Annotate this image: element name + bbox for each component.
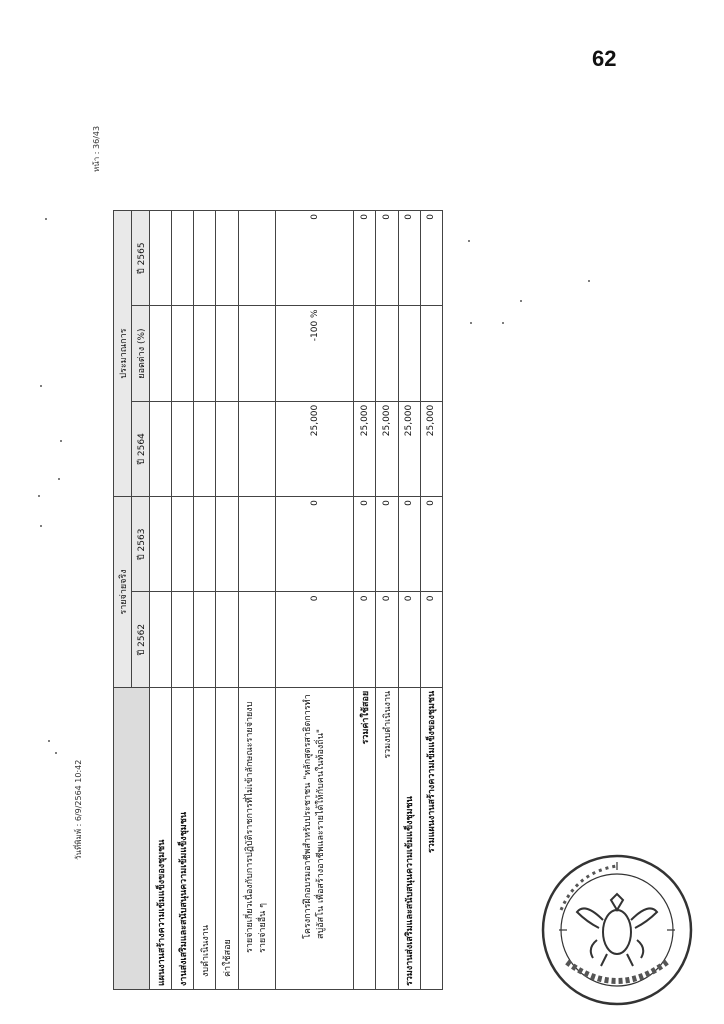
official-seal-stamp [537,850,697,1010]
cell-2564: 25,000 [420,401,442,496]
page-count-label: หน้า : 36/43 [92,125,101,172]
table-row [276,211,354,990]
row-label: โครงการฝึกอบรมอาชีพสำหรับประชาชน "หลักสูตรสาธิตการทำสบู่อัสโน เพื่อสร้างอาชีพและรายได้ให้กับคนในท้องถิ่น" [276,687,354,989]
row-label: งานส่งเสริมและสนับสนุนความเข้มแข็งชุมชน [172,687,194,989]
cell-2565: 0 [354,211,376,306]
header-row-group [114,211,132,990]
cell-2564 [172,401,194,496]
cell-diff [354,306,376,401]
cell-diff [420,306,442,401]
print-date-label: วันที่พิมพ์ : 6/9/2564 10:42 [74,759,83,860]
table-row [376,211,398,990]
cell-2562: 0 [276,592,354,687]
cell-2564: 25,000 [276,401,354,496]
cell-2564: 25,000 [376,401,398,496]
page-number: 62 [592,46,617,71]
header-year-2563: ปี 2563 [132,497,150,592]
header-year-2564: ปี 2564 [132,401,150,496]
cell-2565 [194,211,216,306]
cell-2562 [216,592,238,687]
cell-2562: 0 [398,592,420,687]
cell-2563: 0 [398,497,420,592]
cell-2565: 0 [398,211,420,306]
cell-2563 [150,497,172,592]
cell-2565: 0 [420,211,442,306]
budget-table [113,210,443,990]
cell-2562 [238,592,276,687]
cell-diff [376,306,398,401]
row-label: รวมงานส่งเสริมและสนับสนุนความเข้มแข็งชุมชน [398,687,420,989]
row-label: รายจ่ายเกี่ยวเนื่องกับการปฏิบัติราชการที่ไม่เข้าลักษณะรายจ่ายงบรายจ่ายอื่น ๆ [238,687,276,989]
cell-2565 [216,211,238,306]
cell-2562: 0 [420,592,442,687]
table-row [150,211,172,990]
row-label: รวมงบดำเนินงาน [376,687,398,989]
cell-2563 [172,497,194,592]
garuda-emblem-icon [577,894,657,966]
cell-2564: 25,000 [354,401,376,496]
row-label: แผนงานสร้างความเข้มแข็งของชุมชน [150,687,172,989]
cell-2563 [238,497,276,592]
cell-diff [398,306,420,401]
cell-2562: 0 [376,592,398,687]
budget-table-container [113,210,443,990]
cell-2562 [194,592,216,687]
cell-2563: 0 [354,497,376,592]
cell-2565: 0 [376,211,398,306]
header-actual-expenses: รายจ่ายจริง [114,497,132,688]
cell-diff [150,306,172,401]
table-row [420,211,442,990]
cell-2563 [216,497,238,592]
table-row [398,211,420,990]
cell-2564: 25,000 [398,401,420,496]
cell-diff [194,306,216,401]
header-year-2565: ปี 2565 [132,211,150,306]
row-label: ค่าใช้สอย [216,687,238,989]
table-row [216,211,238,990]
table-row [354,211,376,990]
table-row [194,211,216,990]
table-row [172,211,194,990]
cell-2565: 0 [276,211,354,306]
row-label: รวมค่าใช้สอย [354,687,376,989]
cell-2563: 0 [376,497,398,592]
header-label-cell [114,687,150,989]
header-diff-percent: ยอดต่าง (%) [132,306,150,401]
cell-2565 [172,211,194,306]
cell-diff [238,306,276,401]
cell-diff: -100 % [276,306,354,401]
cell-2565 [238,211,276,306]
row-label: งบดำเนินงาน [194,687,216,989]
cell-2562: 0 [354,592,376,687]
cell-diff [216,306,238,401]
cell-2563: 0 [276,497,354,592]
row-label: รวมแผนงานสร้างความเข้มแข็งของชุมชน [420,687,442,989]
header-year-2562: ปี 2562 [132,592,150,687]
header-estimate: ประมาณการ [114,211,132,497]
table-row [238,211,276,990]
cell-2564 [238,401,276,496]
cell-2563 [194,497,216,592]
cell-2563: 0 [420,497,442,592]
cell-2562 [150,592,172,687]
cell-2564 [216,401,238,496]
cell-2564 [150,401,172,496]
cell-2564 [194,401,216,496]
cell-diff [172,306,194,401]
cell-2562 [172,592,194,687]
cell-2565 [150,211,172,306]
